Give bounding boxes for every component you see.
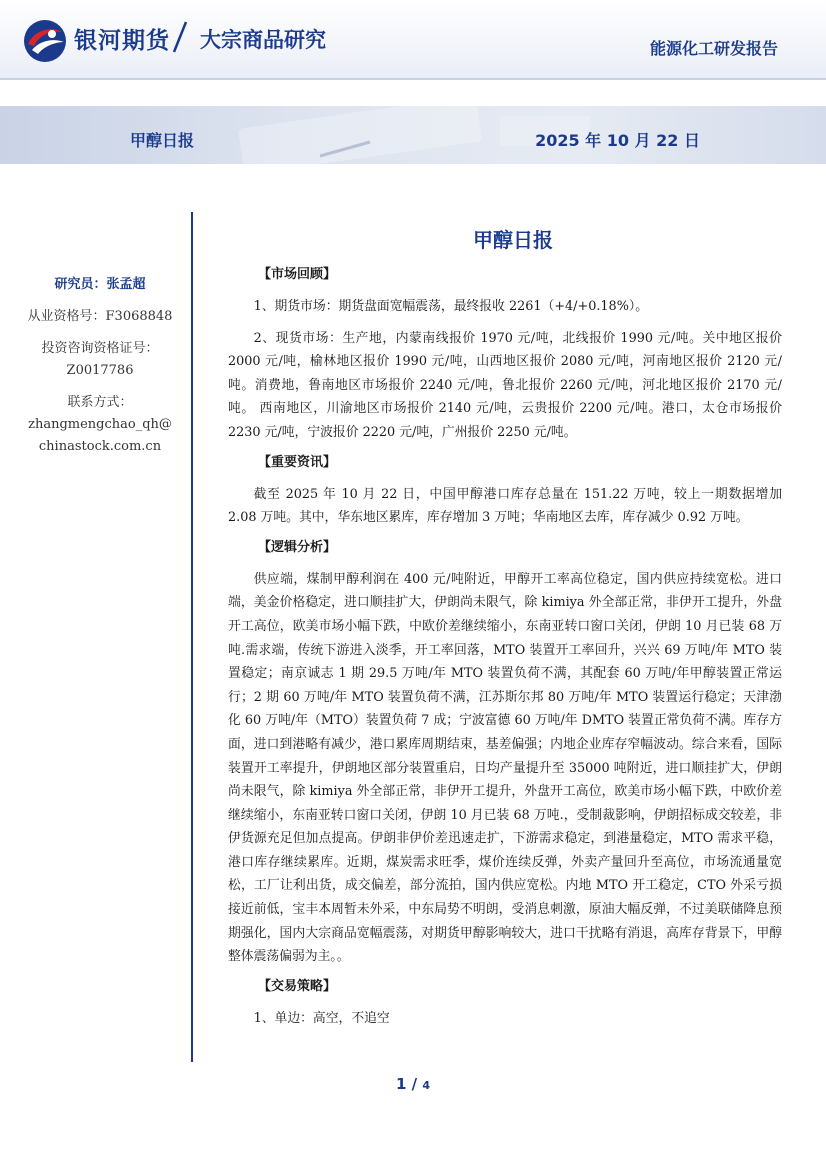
paragraph-logic-analysis: 供应端，煤制甲醇利润在 400 元/吨附近，甲醇开工率高位稳定，国内供应持续宽松。进口端，美金价格稳定，进口顺挂扩大，伊朗尚未限气，除 kimiya 外全部正常，非伊开工提升，外盘开工高位，欧美市场小幅下跌，中欧价差继续缩小，东南亚转口窗口关闭，伊朗 10 月已装 68 万吨.需求端，传统下游进入淡季，开工率回落，MTO 装置开工率回升，兴兴 69 万吨/年 MTO 装置稳定；南京诚志 1 期 29.5 万吨/年 MTO 装置负荷不满，其配套 60 万吨/年甲醇装置正常运行；2 期 60 万吨/年 MTO 装置负荷不满，江苏斯尔邦 80 万吨/年 MTO 装置运行稳定；天津渤化 60 万吨/年（MTO）装置负荷 7 成；宁波富德 60 万吨/年 DMTO 装置正常负荷不满。库存方面，进口到港略有减少，港口累库周期结束，基差偏强；内地企业库存窄幅波动。综合来看，国际装置开工率提升，伊朗地区部分装置重启，日均产量提升至 35000 吨附近，进口顺挂扩大，伊朗尚未限气，除 kimiya 外全部正常，非伊开工提升，外盘开工高位，欧美市场小幅下跌，中欧价差继续缩小，东南亚转口窗口关闭，伊朗 10 月已装 68 万吨.，受制裁影响，伊朗招标成交较差，非伊货源充足但加点提高。伊朗非伊价差迅速走扩，下游需求稳定，到港量稳定，MTO 需求平稳，港口库存继续累库。近期，煤炭需求旺季，煤价连续反弹，外卖产量回升至高位，市场流通量宽松，工厂让利出货，成交偏差，部分流拍，国内供应宽松。内地 MTO 开工稳定，CTO 外采亏损接近前低，宝丰本周暂未外采，中东局势不明朗，受消息刺激，原油大幅反弹，不过美联储降息预期强化，国内大宗商品宽幅震荡，对期货甲醇影响较大，进口干扰略有消退，高库存背景下，甲醇整体震荡偏弱为主。。 — [228, 571, 782, 965]
department-name: 大宗商品研究 — [200, 28, 326, 52]
column-divider — [191, 212, 193, 1062]
researcher-name: 研究员：张孟超 — [54, 277, 146, 292]
section-heading-market-review: 【市场回顾】 — [258, 267, 337, 282]
page-title: 甲醇日报 — [473, 228, 553, 252]
divider-slash-icon — [172, 20, 188, 54]
advisory-label: 投资咨询资格证号： — [41, 341, 159, 356]
title-banner — [0, 106, 826, 164]
page-header — [0, 0, 826, 80]
galaxy-logo-icon — [22, 18, 68, 64]
contact-label: 联系方式： — [67, 395, 133, 410]
paragraph-trading-strategy: 1、单边：高空，不追空 — [253, 1010, 390, 1026]
current-page: 1 — [395, 1075, 407, 1093]
paragraph-spot-market: 2、现货市场：生产地，内蒙南线报价 1970 元/吨，北线报价 1990 元/吨。关中地区报价 2000 元/吨，榆林地区报价 1990 元/吨，山西地区报价 2080 元/吨，河南地区报价 2120 元/吨。消费地，鲁南地区市场报价 2240 元/吨，鲁北报价 2260 元/吨，河北地区报价 2170 元/吨。 西南地区，川渝地区市场报价 2140 元/吨，云贵报价 2200 元/吨。港口，太仓市场报价 2230 元/吨，宁波报价 2220 元/吨，广州报价 2250 元/吨。 — [228, 330, 782, 440]
page-number — [0, 1075, 826, 1093]
page-separator: / — [411, 1075, 418, 1093]
total-pages: 4 — [422, 1079, 431, 1092]
researcher-info — [20, 274, 180, 458]
banner-title: 甲醇日报 — [130, 131, 195, 150]
contact-email-line2[interactable]: chinastock.com.cn — [38, 439, 162, 454]
section-heading-trading-strategy: 【交易策略】 — [258, 978, 337, 994]
section-heading-key-news: 【重要资讯】 — [258, 454, 337, 470]
report-date: 2025 年 10 月 22 日 — [535, 131, 700, 150]
company-name: 银河期货 — [74, 28, 170, 54]
report-type: 能源化工研发报告 — [649, 39, 778, 58]
paragraph-futures-market: 1、期货市场：期货盘面宽幅震荡，最终报收 2261（+4/+0.18%）。 — [253, 299, 649, 314]
section-heading-logic-analysis: 【逻辑分析】 — [258, 539, 337, 555]
license-number: 从业资格号：F3068848 — [27, 309, 173, 324]
advisory-number: Z0017786 — [66, 363, 134, 378]
contact-email-line1[interactable]: zhangmengchao_qh@ — [28, 417, 172, 432]
report-body — [228, 265, 782, 1038]
paragraph-key-news: 截至 2025 年 10 月 22 日，中国甲醇港口库存总量在 151.22 万吨，较上一期数据增加 2.08 万吨。其中，华东地区累库，库存增加 3 万吨；华南地区去库，库存减少 0.92 万吨。 — [228, 486, 782, 526]
